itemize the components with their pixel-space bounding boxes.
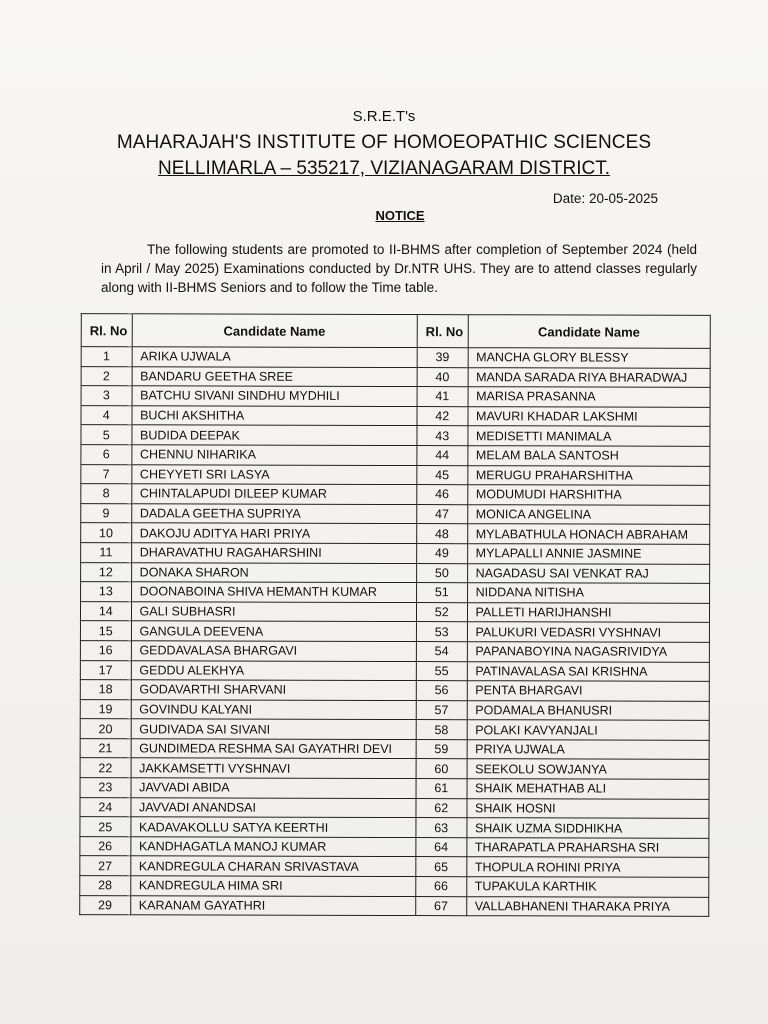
right-candidate-name: MONICA ANGELINA bbox=[467, 504, 710, 524]
left-roll-number: 5 bbox=[81, 425, 132, 445]
right-candidate-name: PODAMALA BHANUSRI bbox=[467, 700, 710, 720]
left-candidate-name: ARIKA UJWALA bbox=[132, 347, 417, 367]
right-roll-number: 59 bbox=[416, 739, 467, 759]
left-candidate-name: KADAVAKOLLU SATYA KEERTHI bbox=[130, 817, 415, 837]
table-row bbox=[80, 680, 709, 701]
table-row bbox=[80, 837, 709, 858]
table-row bbox=[80, 660, 709, 681]
table-row bbox=[80, 778, 709, 799]
right-candidate-name: PAPANABOYINA NAGASRIVIDYA bbox=[467, 642, 710, 662]
right-roll-number: 44 bbox=[417, 446, 468, 466]
institute-name: MAHARAJAH'S INSTITUTE OF HOMOEOPATHIC SCIENCES bbox=[116, 132, 652, 153]
left-roll-number: 7 bbox=[81, 464, 132, 484]
left-roll-number: 3 bbox=[81, 386, 132, 406]
notice-paragraph: The following students are promoted to II-BHMS after completion of September 2024 (held in April / May 2025) Examinations conducted by Dr.NTR UHS. They are to attend classes regularly along with II-BHMS Seniors and to follow the Time table. bbox=[101, 242, 697, 295]
left-roll-number: 8 bbox=[81, 484, 132, 504]
left-candidate-name: KANDREGULA CHARAN SRIVASTAVA bbox=[130, 856, 415, 876]
students-table bbox=[79, 313, 711, 917]
table-row bbox=[80, 876, 709, 897]
right-candidate-name: PALUKURI VEDASRI VYSHNAVI bbox=[467, 622, 710, 642]
right-candidate-name: NIDDANA NITISHA bbox=[467, 583, 710, 603]
left-candidate-name: GUDIVADA SAI SIVANI bbox=[131, 719, 416, 739]
right-roll-number: 54 bbox=[416, 641, 467, 661]
right-candidate-name: NAGADASU SAI VENKAT RAJ bbox=[467, 563, 710, 583]
left-roll-number: 12 bbox=[81, 562, 132, 582]
left-roll-number: 14 bbox=[80, 601, 131, 621]
left-candidate-name: JAVVADI ABIDA bbox=[131, 778, 416, 798]
right-roll-number: 41 bbox=[417, 387, 468, 407]
right-roll-number: 67 bbox=[416, 896, 467, 916]
right-roll-number: 56 bbox=[416, 681, 467, 701]
right-candidate-name: MELAM BALA SANTOSH bbox=[467, 446, 710, 466]
table-row bbox=[81, 366, 710, 387]
left-candidate-name: DONAKA SHARON bbox=[131, 562, 416, 582]
left-candidate-name: GANGULA DEEVENA bbox=[131, 621, 416, 641]
left-roll-number: 24 bbox=[80, 797, 131, 817]
left-candidate-name: GALI SUBHASRI bbox=[131, 602, 416, 622]
table-row bbox=[80, 856, 709, 877]
left-candidate-name: DADALA GEETHA SUPRIYA bbox=[131, 504, 416, 524]
right-roll-number: 42 bbox=[417, 406, 468, 426]
left-candidate-name: DHARAVATHU RAGAHARSHINI bbox=[131, 543, 416, 563]
right-candidate-name: TUPAKULA KARTHIK bbox=[466, 877, 709, 897]
right-candidate-name: MYLABATHULA HONACH ABRAHAM bbox=[467, 524, 710, 544]
table-row bbox=[80, 739, 709, 760]
notice-title: NOTICE bbox=[375, 208, 425, 223]
left-roll-number: 16 bbox=[80, 641, 131, 661]
right-roll-number: 64 bbox=[416, 837, 467, 857]
right-candidate-name: MANCHA GLORY BLESSY bbox=[468, 348, 711, 368]
table-row bbox=[81, 405, 710, 426]
right-roll-number: 63 bbox=[416, 818, 467, 838]
right-roll-number: 53 bbox=[416, 622, 467, 642]
right-candidate-name: MAVURI KHADAR LAKSHMI bbox=[468, 406, 711, 426]
left-roll-number: 4 bbox=[81, 405, 132, 425]
right-candidate-name: SHAIK MEHATHAB ALI bbox=[467, 779, 710, 799]
left-candidate-name: CHEYYETI SRI LASYA bbox=[131, 464, 416, 484]
table-row bbox=[80, 641, 709, 662]
right-roll-number: 62 bbox=[416, 798, 467, 818]
table-row bbox=[80, 621, 709, 642]
right-roll-number: 49 bbox=[417, 543, 468, 563]
table-row bbox=[81, 562, 710, 583]
table-header-row bbox=[81, 314, 710, 349]
table-row bbox=[80, 758, 709, 779]
left-roll-number: 18 bbox=[80, 680, 131, 700]
left-roll-number: 26 bbox=[80, 837, 131, 857]
left-candidate-name: BANDARU GEETHA SREE bbox=[132, 366, 417, 386]
left-candidate-name: BATCHU SIVANI SINDHU MYDHILI bbox=[132, 386, 417, 406]
right-roll-number: 47 bbox=[417, 504, 468, 524]
right-candidate-name: PALLETI HARIJHANSHI bbox=[467, 602, 710, 622]
right-candidate-name: MEDISETTI MANIMALA bbox=[467, 426, 710, 446]
right-roll-number: 48 bbox=[417, 524, 468, 544]
left-candidate-name: GOVINDU KALYANI bbox=[131, 699, 416, 719]
right-roll-number: 61 bbox=[416, 779, 467, 799]
left-candidate-name: JAKKAMSETTI VYSHNAVI bbox=[131, 758, 416, 778]
right-roll-number: 50 bbox=[417, 563, 468, 583]
left-roll-number: 25 bbox=[80, 817, 131, 837]
table-row bbox=[80, 895, 709, 916]
right-candidate-name: POLAKI KAVYANJALI bbox=[467, 720, 710, 740]
table-row bbox=[81, 386, 710, 407]
table-row bbox=[81, 445, 710, 466]
left-candidate-name: DOONABOINA SHIVA HEMANTH KUMAR bbox=[131, 582, 416, 602]
right-roll-number: 60 bbox=[416, 759, 467, 779]
left-candidate-name: GEDDAVALASA BHARGAVI bbox=[131, 641, 416, 661]
right-candidate-name: MARISA PRASANNA bbox=[468, 387, 711, 407]
students-table-body bbox=[80, 347, 710, 917]
left-candidate-name: BUCHI AKSHITHA bbox=[132, 406, 417, 426]
right-candidate-name: MYLAPALLI ANNIE JASMINE bbox=[467, 544, 710, 564]
right-roll-number: 43 bbox=[417, 426, 468, 446]
right-roll-number: 65 bbox=[416, 857, 467, 877]
left-roll-number: 13 bbox=[81, 582, 132, 602]
left-candidate-name: GODAVARTHI SHARVANI bbox=[131, 680, 416, 700]
right-candidate-name: THARAPATLA PRAHARSHA SRI bbox=[466, 838, 709, 858]
right-roll-number: 45 bbox=[417, 465, 468, 485]
table-row bbox=[81, 425, 710, 446]
left-roll-number: 1 bbox=[81, 347, 132, 367]
right-candidate-name: VALLABHANENI THARAKA PRIYA bbox=[466, 896, 709, 916]
left-candidate-name: KANDHAGATLA MANOJ KUMAR bbox=[130, 837, 415, 857]
right-candidate-name: PRIYA UJWALA bbox=[467, 740, 710, 760]
table-row bbox=[81, 464, 710, 485]
right-candidate-name: PENTA BHARGAVI bbox=[467, 681, 710, 701]
left-candidate-name: BUDIDA DEEPAK bbox=[132, 425, 417, 445]
right-roll-number: 66 bbox=[416, 877, 467, 897]
right-roll-number: 55 bbox=[416, 661, 467, 681]
right-candidate-name: SHAIK UZMA SIDDHIKHA bbox=[466, 818, 709, 838]
header-rl-no-right: Rl. No bbox=[417, 315, 468, 348]
right-candidate-name: MERUGU PRAHARSHITHA bbox=[467, 465, 710, 485]
left-candidate-name: GEDDU ALEKHYA bbox=[131, 660, 416, 680]
left-roll-number: 28 bbox=[80, 876, 131, 896]
table-row bbox=[80, 601, 709, 622]
table-row bbox=[80, 797, 709, 818]
table-row bbox=[81, 503, 710, 524]
left-candidate-name: GUNDIMEDA RESHMA SAI GAYATHRI DEVI bbox=[131, 739, 416, 759]
right-candidate-name: SHAIK HOSNI bbox=[466, 798, 709, 818]
right-candidate-name: SEEKOLU SOWJANYA bbox=[467, 759, 710, 779]
left-roll-number: 20 bbox=[80, 719, 131, 739]
left-roll-number: 9 bbox=[81, 503, 132, 523]
left-candidate-name: CHINTALAPUDI DILEEP KUMAR bbox=[131, 484, 416, 504]
table-row bbox=[81, 543, 710, 564]
table-row bbox=[80, 719, 709, 740]
right-roll-number: 40 bbox=[417, 367, 468, 387]
table-row bbox=[81, 582, 710, 603]
right-candidate-name: THOPULA ROHINI PRIYA bbox=[466, 857, 709, 877]
left-roll-number: 23 bbox=[80, 778, 131, 798]
left-roll-number: 29 bbox=[80, 895, 131, 915]
table-row bbox=[80, 817, 709, 838]
right-candidate-name: MODUMUDI HARSHITHA bbox=[467, 485, 710, 505]
left-roll-number: 21 bbox=[80, 739, 131, 759]
right-roll-number: 39 bbox=[417, 348, 468, 368]
table-row bbox=[81, 484, 710, 505]
left-candidate-name: KANDREGULA HIMA SRI bbox=[130, 876, 415, 896]
left-roll-number: 11 bbox=[81, 543, 132, 563]
left-roll-number: 22 bbox=[80, 758, 131, 778]
left-roll-number: 17 bbox=[80, 660, 131, 680]
right-roll-number: 57 bbox=[416, 700, 467, 720]
header-candidate-name-left: Candidate Name bbox=[132, 314, 417, 348]
right-roll-number: 51 bbox=[416, 583, 467, 603]
table-row bbox=[81, 347, 710, 368]
right-candidate-name: PATINAVALASA SAI KRISHNA bbox=[467, 661, 710, 681]
society-name: S.R.E.T's bbox=[352, 108, 416, 125]
institute-address: NELLIMARLA – 535217, VIZIANAGARAM DISTRICT. bbox=[158, 158, 610, 179]
left-roll-number: 6 bbox=[81, 445, 132, 465]
left-roll-number: 19 bbox=[80, 699, 131, 719]
left-roll-number: 27 bbox=[80, 856, 131, 876]
header-candidate-name-right: Candidate Name bbox=[468, 315, 711, 349]
table-row bbox=[81, 523, 710, 544]
left-roll-number: 2 bbox=[81, 366, 132, 386]
left-candidate-name: JAVVADI ANANDSAI bbox=[131, 797, 416, 817]
table-row bbox=[80, 699, 709, 720]
left-candidate-name: DAKOJU ADITYA HARI PRIYA bbox=[131, 523, 416, 543]
notice-date: Date: 20-05-2025 bbox=[552, 191, 658, 206]
left-candidate-name: CHENNU NIHARIKA bbox=[131, 445, 416, 465]
left-roll-number: 10 bbox=[81, 523, 132, 543]
right-roll-number: 46 bbox=[417, 485, 468, 505]
right-roll-number: 58 bbox=[416, 720, 467, 740]
left-candidate-name: KARANAM GAYATHRI bbox=[130, 895, 415, 915]
right-roll-number: 52 bbox=[416, 602, 467, 622]
header-rl-no-left: Rl. No bbox=[81, 314, 132, 347]
left-roll-number: 15 bbox=[80, 621, 131, 641]
right-candidate-name: MANDA SARADA RIYA BHARADWAJ bbox=[468, 367, 711, 387]
